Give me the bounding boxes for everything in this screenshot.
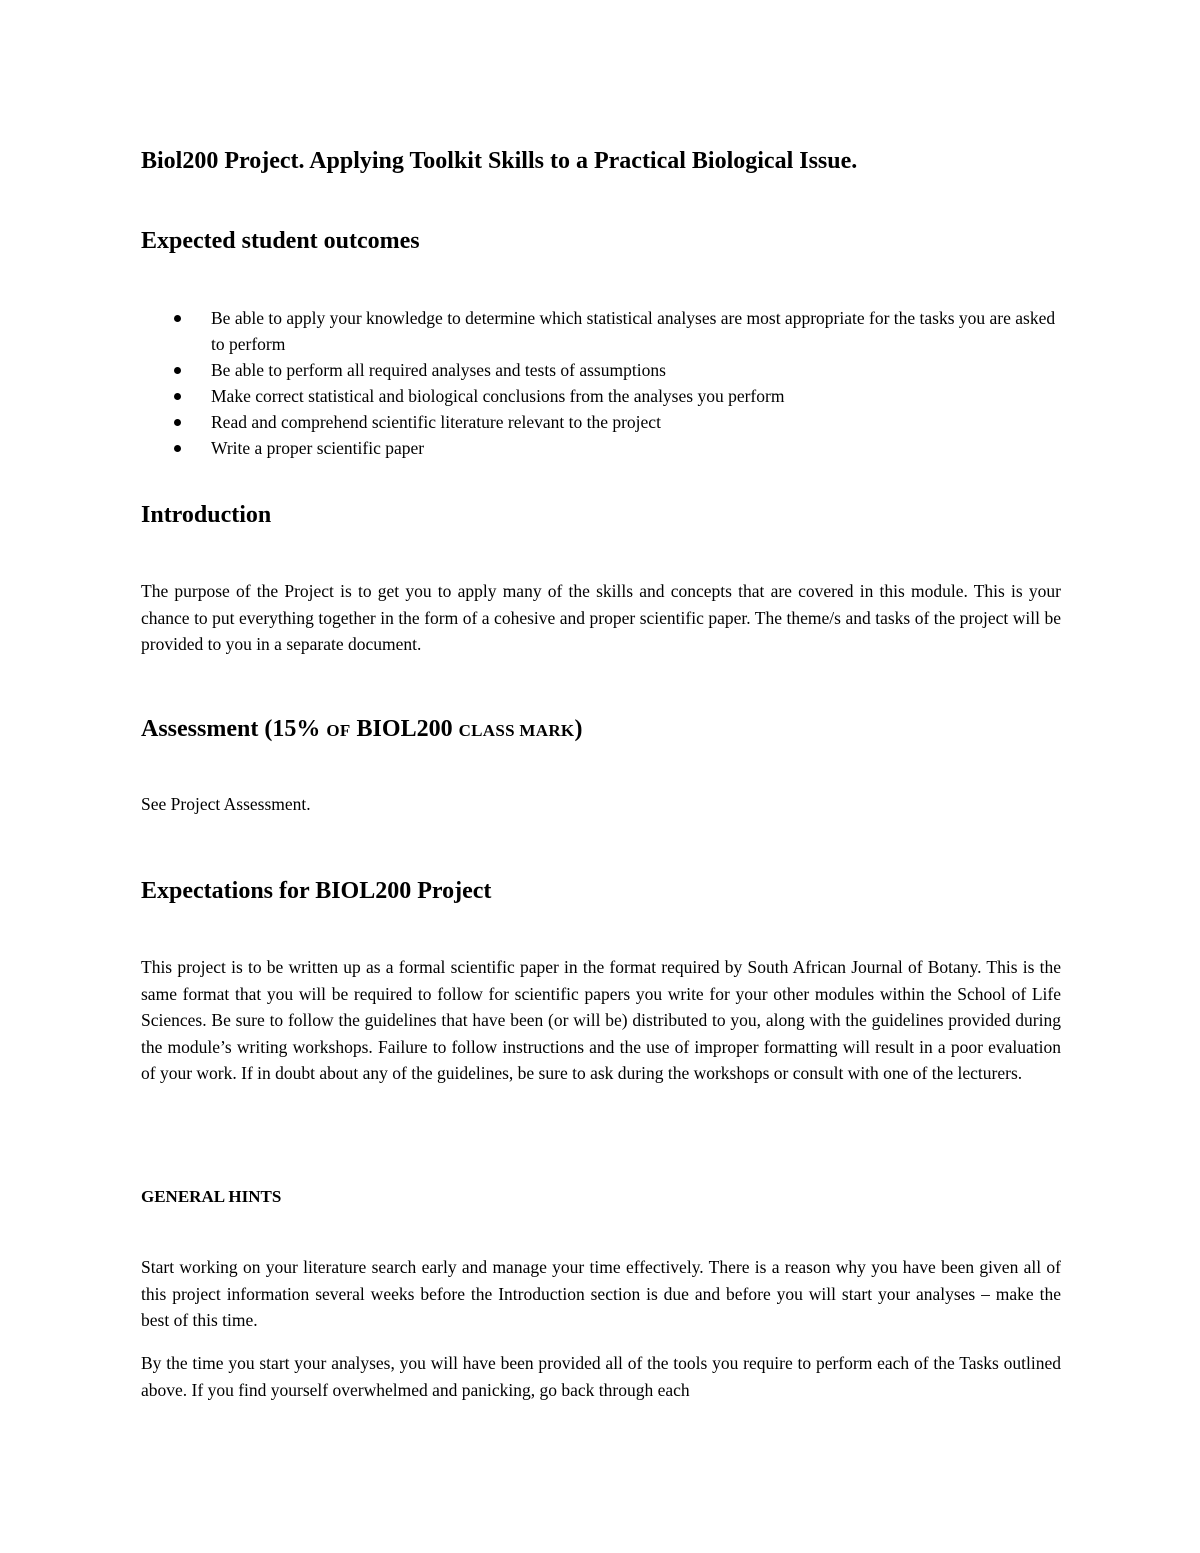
assessment-paragraph: See Project Assessment.	[141, 794, 311, 814]
bullet-icon	[174, 419, 181, 426]
expectations-heading: Expectations for BIOL200 Project	[141, 878, 492, 904]
list-item: Be able to perform all required analyses and tests of assumptions	[141, 357, 1061, 383]
bullet-icon	[174, 315, 181, 322]
document-title: Biol200 Project. Applying Toolkit Skills to a Practical Biological Issue.	[141, 148, 858, 174]
assessment-heading: Assessment (15% OF BIOL200 CLASS MARK)	[141, 716, 583, 742]
expectations-paragraph: This project is to be written up as a formal scientific paper in the format required by South African Journal of Botany. This is the same format that you will be required to follow for scientific papers you write for your other modules within the School of Life Sciences. Be sure to follow the guidelines that have been (or will be) distributed to you, along with the guidelines provided during the module’s writing workshops. Failure to follow instructions and the use of improper formatting will result in a poor evaluation of your work. If in doubt about any of the guidelines, be sure to ask during the workshops or consult with one of the lecturers.	[141, 957, 1061, 1083]
list-item: Be able to apply your knowledge to determine which statistical analyses are most appropriate for the tasks you are asked to perform	[141, 305, 1061, 357]
bullet-icon	[174, 445, 181, 452]
hints-paragraph-2: By the time you start your analyses, you will have been provided all of the tools you require to perform each of the Tasks outlined above. If you find yourself overwhelmed and panicking, go back through each	[141, 1353, 1061, 1400]
bullet-icon	[174, 393, 181, 400]
outcomes-list	[141, 305, 1061, 461]
introduction-heading: Introduction	[141, 502, 272, 528]
outcomes-heading: Expected student outcomes	[141, 228, 420, 254]
bullet-icon	[174, 367, 181, 374]
hints-paragraph-1: Start working on your literature search early and manage your time effectively. There is a reason why you have been given all of this project information several weeks before the Introduction section is due and before you will start your analyses – make the best of this time.	[141, 1257, 1061, 1330]
list-item: Write a proper scientific paper	[141, 435, 1061, 461]
list-item: Make correct statistical and biological conclusions from the analyses you perform	[141, 383, 1061, 409]
introduction-paragraph: The purpose of the Project is to get you to apply many of the skills and concepts that are covered in this module. This is your chance to put everything together in the form of a cohesive and proper scientific paper. The theme/s and tasks of the project will be provided to you in a separate document.	[141, 581, 1061, 654]
general-hints-heading: GENERAL HINTS	[141, 1187, 282, 1206]
list-item: Read and comprehend scientific literature relevant to the project	[141, 409, 1061, 435]
